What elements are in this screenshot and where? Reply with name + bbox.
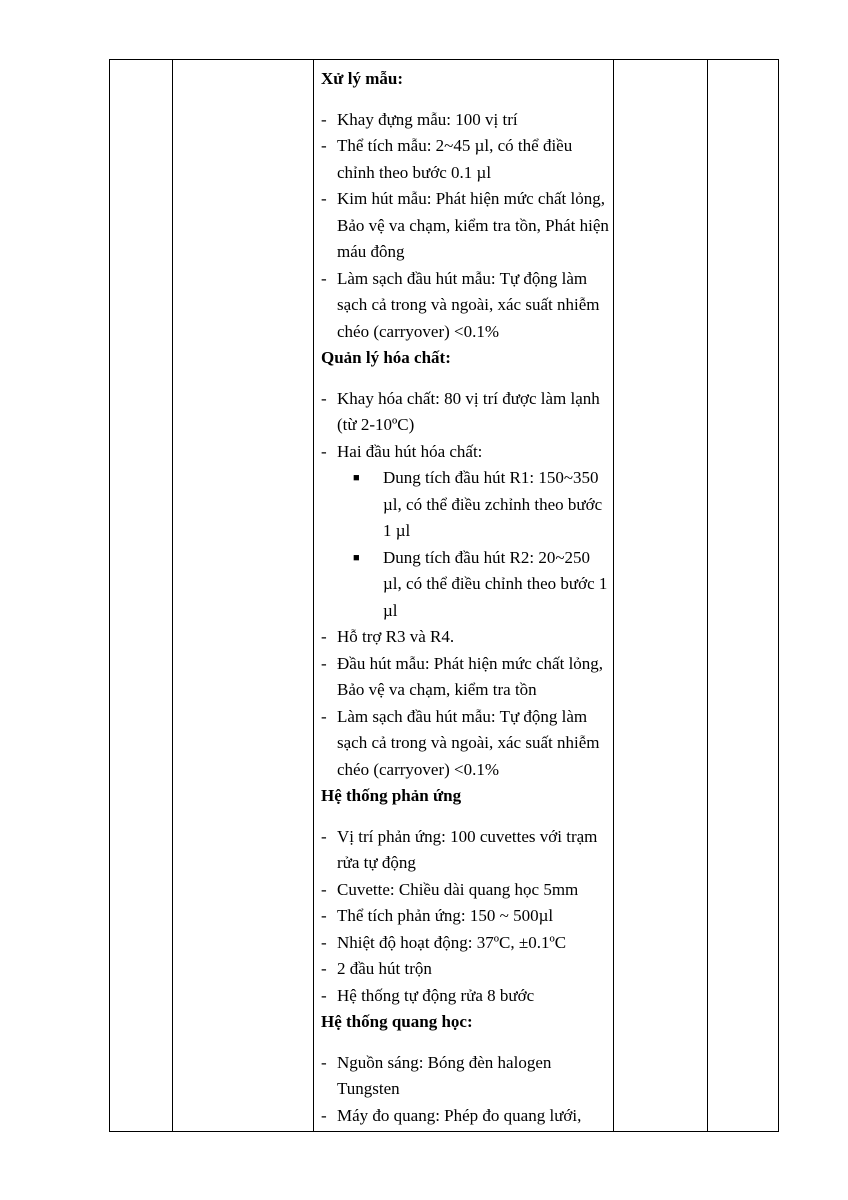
- sub-list: [337, 465, 613, 624]
- section-heading: Hệ thống quang học:: [321, 1012, 473, 1031]
- list-item: - Khay hóa chất: 80 vị trí được làm lạnh (từ 2-10ºC): [321, 388, 600, 434]
- list-item: - Nguồn sáng: Bóng đèn halogen Tungsten: [321, 1052, 552, 1098]
- list-item: - Thể tích phản ứng: 150 ~ 500µl: [321, 906, 554, 925]
- sub-list-item: ■ Dung tích đầu hút R1: 150~350 µl, có thể điều zchỉnh theo bước 1 µl: [353, 468, 603, 540]
- column-divider: [313, 60, 314, 1131]
- column-divider: [172, 60, 173, 1131]
- list-item: - Cuvette: Chiều dài quang học 5mm: [321, 879, 579, 899]
- list-item: - Khay đựng mẫu: 100 vị trí: [321, 109, 518, 129]
- spec-list: [321, 386, 613, 784]
- spec-list: [321, 107, 613, 346]
- list-item: - Làm sạch đầu hút mẫu: Tự động làm sạch cả trong và ngoài, xác suất nhiễm chéo (carryover) <0.1%: [321, 268, 600, 341]
- list-item: - Kim hút mẫu: Phát hiện mức chất lỏng, Bảo vệ va chạm, kiểm tra tồn, Phát hiện máu đông: [321, 189, 609, 261]
- list-item: - Hỗ trợ R3 và R4.: [321, 627, 455, 646]
- spec-list: [321, 824, 613, 1010]
- spec-cell: [321, 66, 613, 1129]
- spec-table: [109, 59, 779, 1132]
- spec-list: [321, 1050, 613, 1130]
- column-divider: [613, 60, 614, 1131]
- section-heading: Hệ thống phản ứng: [321, 786, 462, 805]
- list-item: - Vị trí phản ứng: 100 cuvettes với trạm rửa tự động: [321, 826, 598, 872]
- section-heading: Xử lý mẫu:: [321, 69, 403, 88]
- list-item: - Thể tích mẫu: 2~45 µl, có thể điều chỉnh theo bước 0.1 µl: [321, 136, 573, 182]
- column-divider: [707, 60, 708, 1131]
- section-heading: Quản lý hóa chất:: [321, 348, 451, 367]
- list-item: - Máy đo quang: Phép đo quang lưới,: [321, 1105, 582, 1125]
- list-item: - Làm sạch đầu hút mẫu: Tự động làm sạch cả trong và ngoài, xác suất nhiễm chéo (carryover) <0.1%: [321, 706, 600, 779]
- list-item: - Nhiệt độ hoạt động: 37ºC, ±0.1ºC: [321, 932, 567, 952]
- list-item: - 2 đầu hút trộn: [321, 959, 432, 978]
- sub-list-item: ■ Dung tích đầu hút R2: 20~250 µl, có thể điều chỉnh theo bước 1 µl: [353, 547, 608, 620]
- list-item: - Đầu hút mẫu: Phát hiện mức chất lỏng, Bảo vệ va chạm, kiểm tra tồn: [321, 653, 604, 699]
- list-item: - Hệ thống tự động rửa 8 bước: [321, 985, 535, 1005]
- list-item: - Hai đầu hút hóa chất: ■ Dung tích đầu hút R1: 150~350 µl, có thể điều zchỉnh theo bước 1 µl ■ Dung tích đầu hút R2: 20~250 µl, có thể điều chỉnh theo bước 1 µl: [321, 439, 613, 625]
